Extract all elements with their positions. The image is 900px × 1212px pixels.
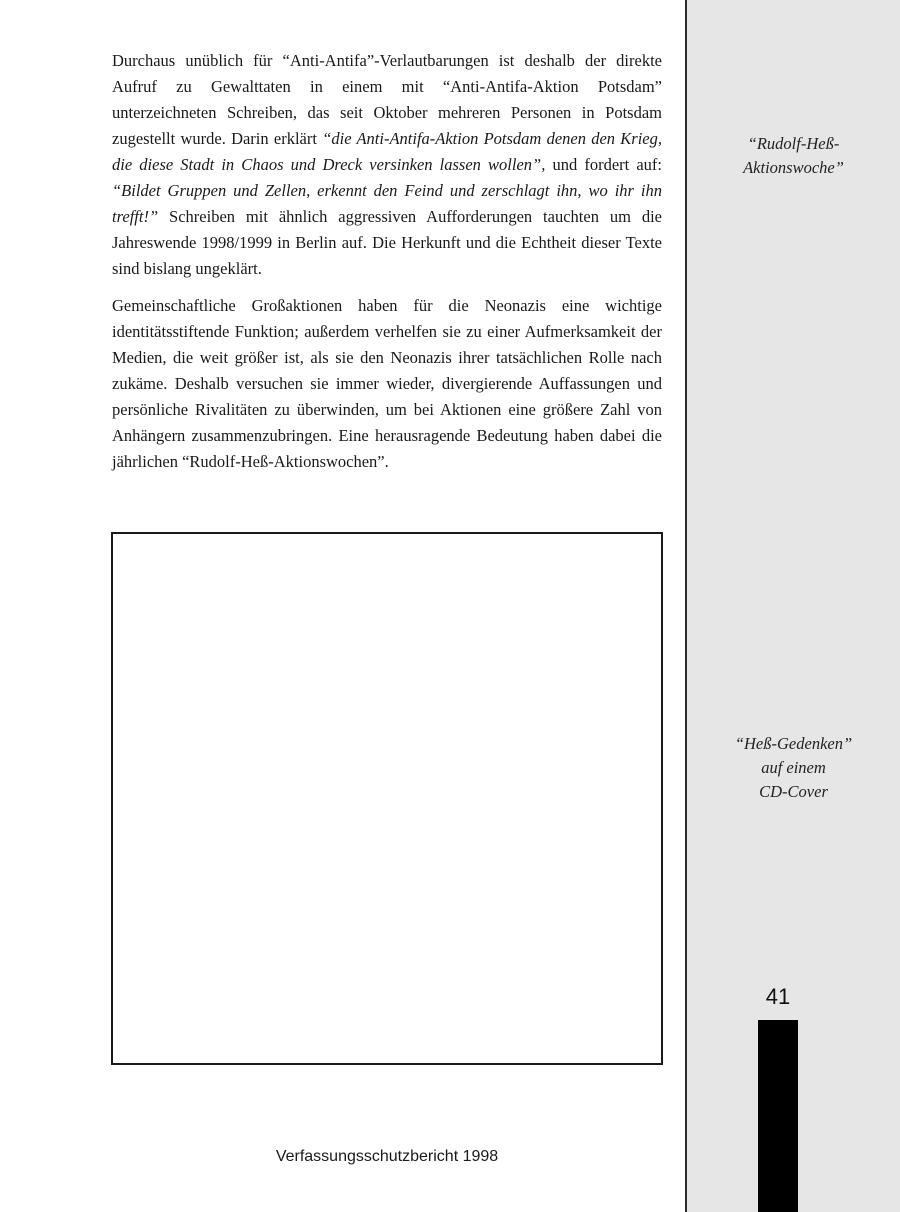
margin-note-aktionswoche bbox=[687, 132, 900, 180]
page-marker-bar bbox=[758, 1020, 798, 1212]
page-number-text: 41 bbox=[765, 984, 791, 1009]
page-footer: Verfassungsschutzbericht 1998 bbox=[275, 1148, 499, 1165]
paragraph-anti-antifa bbox=[112, 48, 662, 282]
quoted-call: “Bildet Gruppen und Zellen, erkennt den Feind und zerschlagt ihn, wo ihr ihn trefft!” bbox=[112, 181, 662, 226]
quoted-statement: “die Anti-Antifa-Aktion Potsdam denen den Krieg, die diese Stadt in Chaos und Dreck versinken lassen wollen”, bbox=[112, 129, 662, 174]
paragraph-text: und fordert auf: bbox=[545, 155, 662, 174]
paragraph-grossaktionen: Gemeinschaftliche Großaktionen haben für die Neonazis eine wichtige identitätsstiftende Funktion; außerdem verhelfen sie zu einer Aufmerksamkeit der Medien, die weit größer ist, als sie den Neonazis ihrer tatsächlichen Rolle nach zukäme. Deshalb versuchen sie immer wieder, divergierende Auffassungen und persönliche Rivalitäten zu überwinden, um bei Aktionen eine größere Zahl von Anhängern zusammenzubringen. Eine herausragende Bedeutung haben dabei die jährlichen “Rudolf-Heß-Aktionswochen”. bbox=[112, 296, 662, 471]
margin-note-line: Aktionswoche” bbox=[743, 158, 844, 177]
main-text-column bbox=[112, 48, 662, 486]
paragraph-text: Durchaus unüblich für “Anti-Antifa”-Verlautbarungen ist deshalb der direkte Aufruf zu Gewalttaten in einem mit “Anti-Antifa-Aktion Potsdam” unterzeichneten Schreiben, das seit Oktober mehreren Personen in Potsdam zugestellt wurde. Darin erklärt bbox=[112, 51, 662, 148]
margin-note-line: “Heß-Gedenken” bbox=[734, 734, 853, 753]
cd-cover-image-frame bbox=[111, 532, 663, 1065]
margin-note-line: CD-Cover bbox=[759, 782, 828, 801]
paragraph-text: Schreiben mit ähnlich aggressiven Aufforderungen tauchten um die Jahreswende 1998/1999 in Berlin auf. Die Herkunft und die Echtheit dieser Texte sind bislang ungeklärt. bbox=[112, 207, 662, 278]
margin-note-cd-cover bbox=[687, 732, 900, 804]
margin-note-line: auf einem bbox=[761, 758, 826, 777]
margin-note-line: “Rudolf-Heß- bbox=[747, 134, 840, 153]
